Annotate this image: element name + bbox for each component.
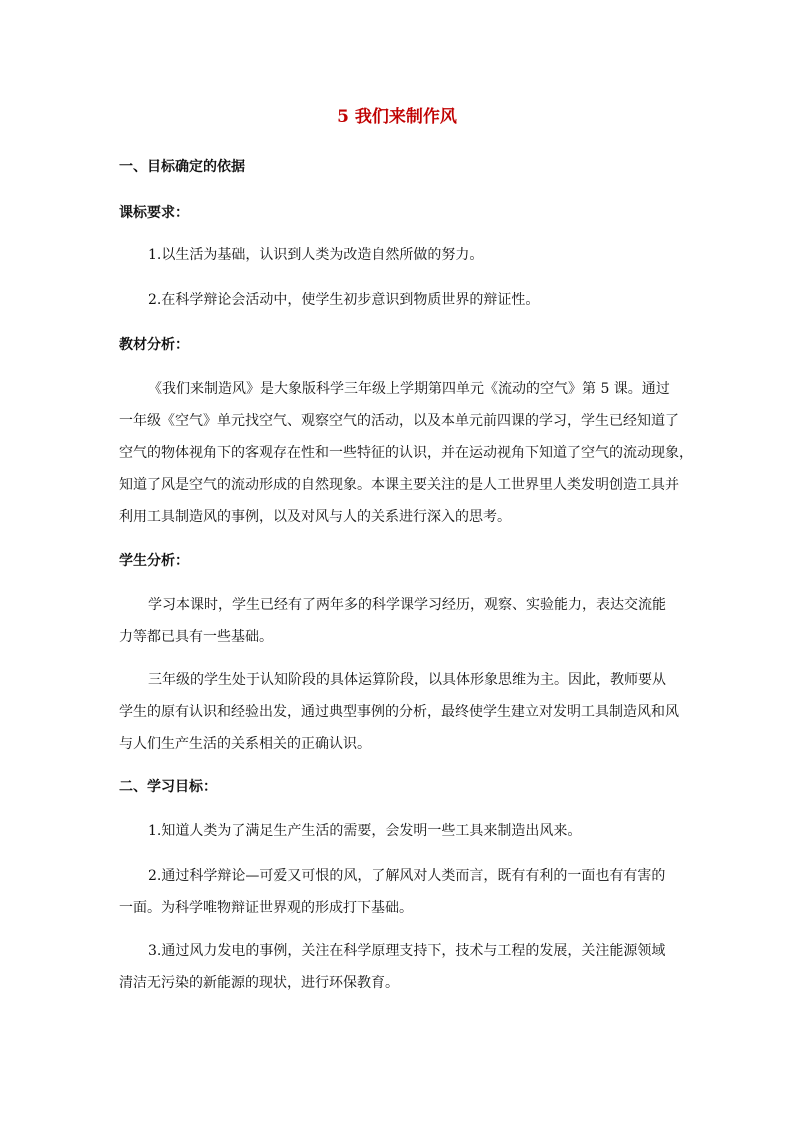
goal-3-line-2: 清洁无污染的新能源的现状，进行环保教育。 bbox=[119, 975, 399, 991]
students-p1-line-1: 学习本课时，学生已经有了两年多的科学课学习经历，观察、实验能力，表达交流能 bbox=[148, 597, 666, 613]
goal-1: 1.知道人类为了满足生产生活的需要，会发明一些工具来制造出风来。 bbox=[148, 823, 582, 839]
subheading-textbook: 教材分析： bbox=[119, 337, 189, 353]
goal-2-line-2: 一面。为科学唯物辩证世界观的形成打下基础。 bbox=[119, 900, 413, 916]
textbook-line-5: 利用工具制造风的事例，以及对风与人的关系进行深入的思考。 bbox=[119, 509, 511, 525]
section-heading-goals: 二、学习目标： bbox=[119, 779, 217, 795]
curriculum-item-2: 2.在科学辩论会活动中，使学生初步意识到物质世界的辩证性。 bbox=[148, 292, 540, 308]
textbook-line-4: 知道了风是空气的流动形成的自然现象。本课主要关注的是人工世界里人类发明创造工具并 bbox=[119, 477, 679, 493]
document-title: 5 我们来制作风 bbox=[337, 107, 457, 127]
goal-2-line-1: 2.通过科学辩论—可爱又可恨的风，了解风对人类而言，既有有利的一面也有有害的 bbox=[148, 868, 666, 884]
subheading-curriculum: 课标要求： bbox=[119, 205, 189, 221]
textbook-line-1: 《我们来制造风》是大象版科学三年级上学期第四单元《流动的空气》第 5 课。通过 bbox=[148, 381, 670, 397]
section-heading-basis: 一、目标确定的依据 bbox=[119, 159, 245, 175]
students-p2-line-1: 三年级的学生处于认知阶段的具体运算阶段，以具体形象思维为主。因此，教师要从 bbox=[148, 672, 666, 688]
students-p2-line-2: 学生的原有认识和经验出发，通过典型事例的分析，最终使学生建立对发明工具制造风和风 bbox=[119, 704, 679, 720]
subheading-students: 学生分析： bbox=[119, 553, 189, 569]
textbook-line-3: 空气的物体视角下的客观存在性和一些特征的认识，并在运动视角下知道了空气的流动现象， bbox=[119, 445, 693, 461]
textbook-line-2: 一年级《空气》单元找空气、观察空气的活动，以及本单元前四课的学习，学生已经知道了 bbox=[119, 413, 679, 429]
students-p1-line-2: 力等都已具有一些基础。 bbox=[119, 629, 273, 645]
goal-3-line-1: 3.通过风力发电的事例，关注在科学原理支持下，技术与工程的发展，关注能源领域 bbox=[148, 943, 666, 959]
students-p2-line-3: 与人们生产生活的关系相关的正确认识。 bbox=[119, 736, 371, 752]
curriculum-item-1: 1.以生活为基础，认识到人类为改造自然所做的努力。 bbox=[148, 247, 484, 263]
